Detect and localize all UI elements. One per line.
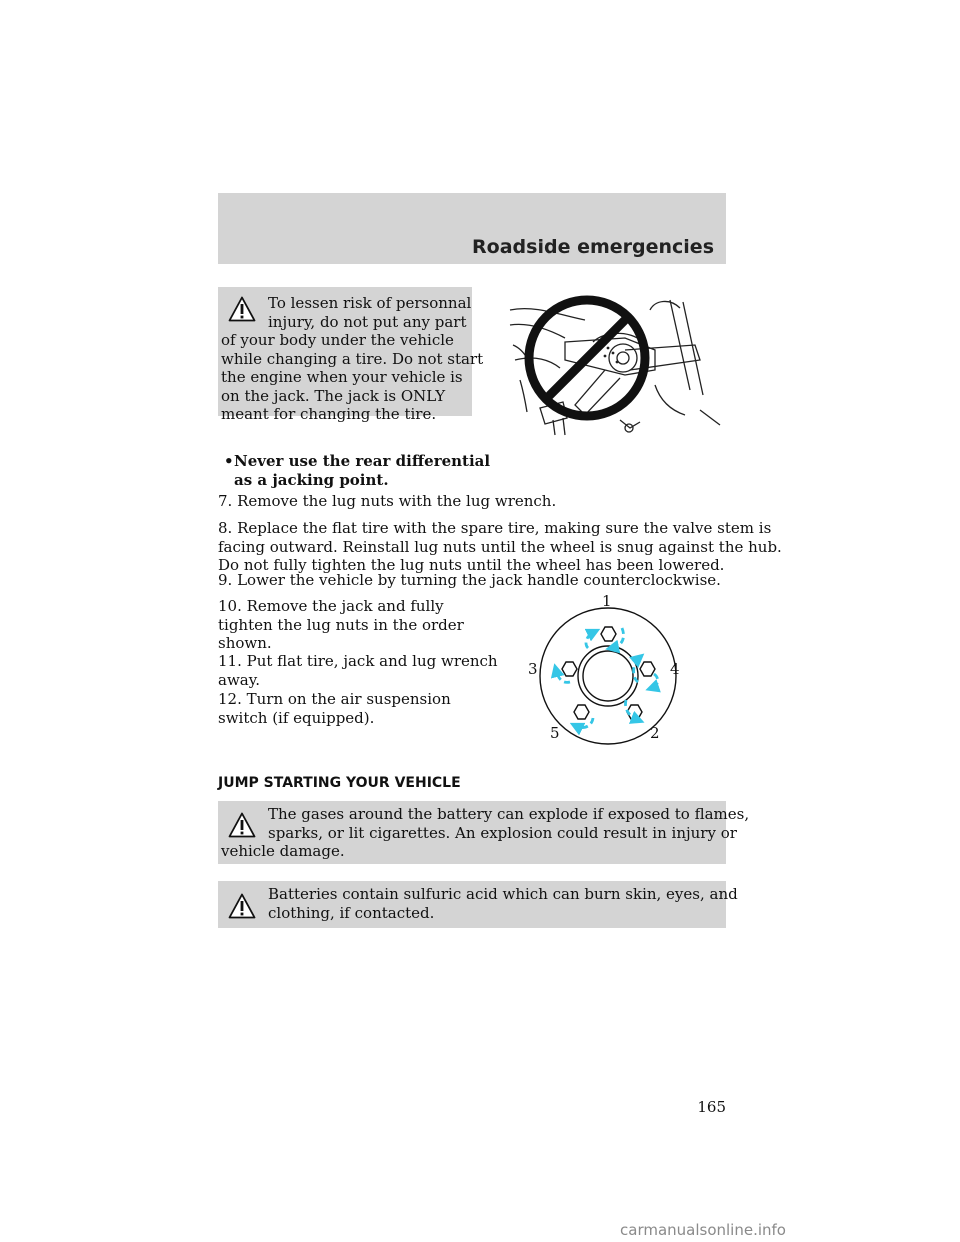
step-line: 8. Replace the flat tire with the spare tire, making sure the valve stem is: [218, 519, 772, 537]
section-heading: JUMP STARTING YOUR VEHICLE: [218, 775, 461, 791]
lug-label-1: 1: [602, 592, 612, 610]
page-title: Roadside emergencies: [472, 236, 714, 258]
step-line: switch (if equipped).: [218, 708, 375, 727]
step-line: away.: [218, 670, 260, 689]
step-8: [218, 519, 782, 575]
lug-label-3: 3: [528, 660, 538, 678]
lug-label-2: 2: [650, 724, 660, 742]
warning-line: The gases around the battery can explode if exposed to flames,: [268, 805, 750, 823]
warning-line: vehicle damage.: [221, 842, 345, 860]
step-9: 9. Lower the vehicle by turning the jack handle counterclockwise.: [218, 571, 721, 589]
step-line: facing outward. Reinstall lug nuts until the wheel is snug against the hub.: [218, 537, 782, 556]
warning-text: [221, 331, 483, 424]
step-12: [218, 690, 451, 727]
warning-triangle-icon: [228, 296, 256, 322]
step-line: 12. Turn on the air suspension: [218, 690, 451, 708]
warning-line: of your body under the vehicle: [221, 331, 454, 349]
warning-text: [268, 294, 471, 331]
lug-nut: [562, 627, 655, 719]
warning-line: Batteries contain sulfuric acid which can burn skin, eyes, and: [268, 885, 738, 903]
bullet-line: as a jacking point.: [234, 470, 389, 489]
warning-text: [268, 885, 738, 922]
hub-outer: [578, 646, 638, 706]
warning-line: injury, do not put any part: [268, 312, 467, 331]
step-line: 11. Put flat tire, jack and lug wrench: [218, 652, 498, 670]
warning-line: meant for changing the tire.: [221, 405, 437, 423]
warning-line: while changing a tire. Do not start: [221, 349, 484, 368]
warning-text: [221, 842, 345, 861]
lug-nut-order-diagram: [520, 588, 690, 753]
step-line: Do not fully tighten the lug nuts until the wheel has been lowered.: [218, 556, 725, 574]
warning-box-sulfuric-acid: [218, 881, 738, 928]
warning-box-jack: [218, 287, 484, 423]
bullet-symbol: •: [224, 452, 234, 470]
step-line: shown.: [218, 634, 272, 652]
bullet-line: Never use the rear differential: [234, 452, 491, 470]
lug-label-5: 5: [550, 724, 560, 742]
warning-line: sparks, or lit cigarettes. An explosion could result in injury or: [268, 823, 737, 842]
no-jacking-differential-illustration: [505, 290, 723, 440]
step-10: [218, 597, 464, 653]
warning-triangle-icon: [228, 812, 256, 838]
step-11: [218, 652, 498, 689]
warning-line: on the jack. The jack is ONLY: [221, 386, 446, 405]
warning-line: the engine when your vehicle is: [221, 368, 463, 386]
page-number: 165: [697, 1098, 726, 1116]
step-7: 7. Remove the lug nuts with the lug wrench.: [218, 492, 557, 510]
watermark: carmanualsonline.info: [620, 1221, 786, 1239]
step-line: 10. Remove the jack and fully: [218, 597, 444, 615]
warning-box-battery-gases: [218, 801, 750, 864]
section-header-band: [218, 193, 726, 264]
warning-text: [268, 805, 749, 842]
warning-line: To lessen risk of personnal: [268, 294, 472, 312]
step-line: tighten the lug nuts in the order: [218, 615, 464, 634]
lug-label-4: 4: [670, 660, 680, 678]
warning-line: clothing, if contacted.: [268, 903, 435, 922]
warning-triangle-icon: [228, 893, 256, 919]
hub-inner: [583, 651, 633, 701]
